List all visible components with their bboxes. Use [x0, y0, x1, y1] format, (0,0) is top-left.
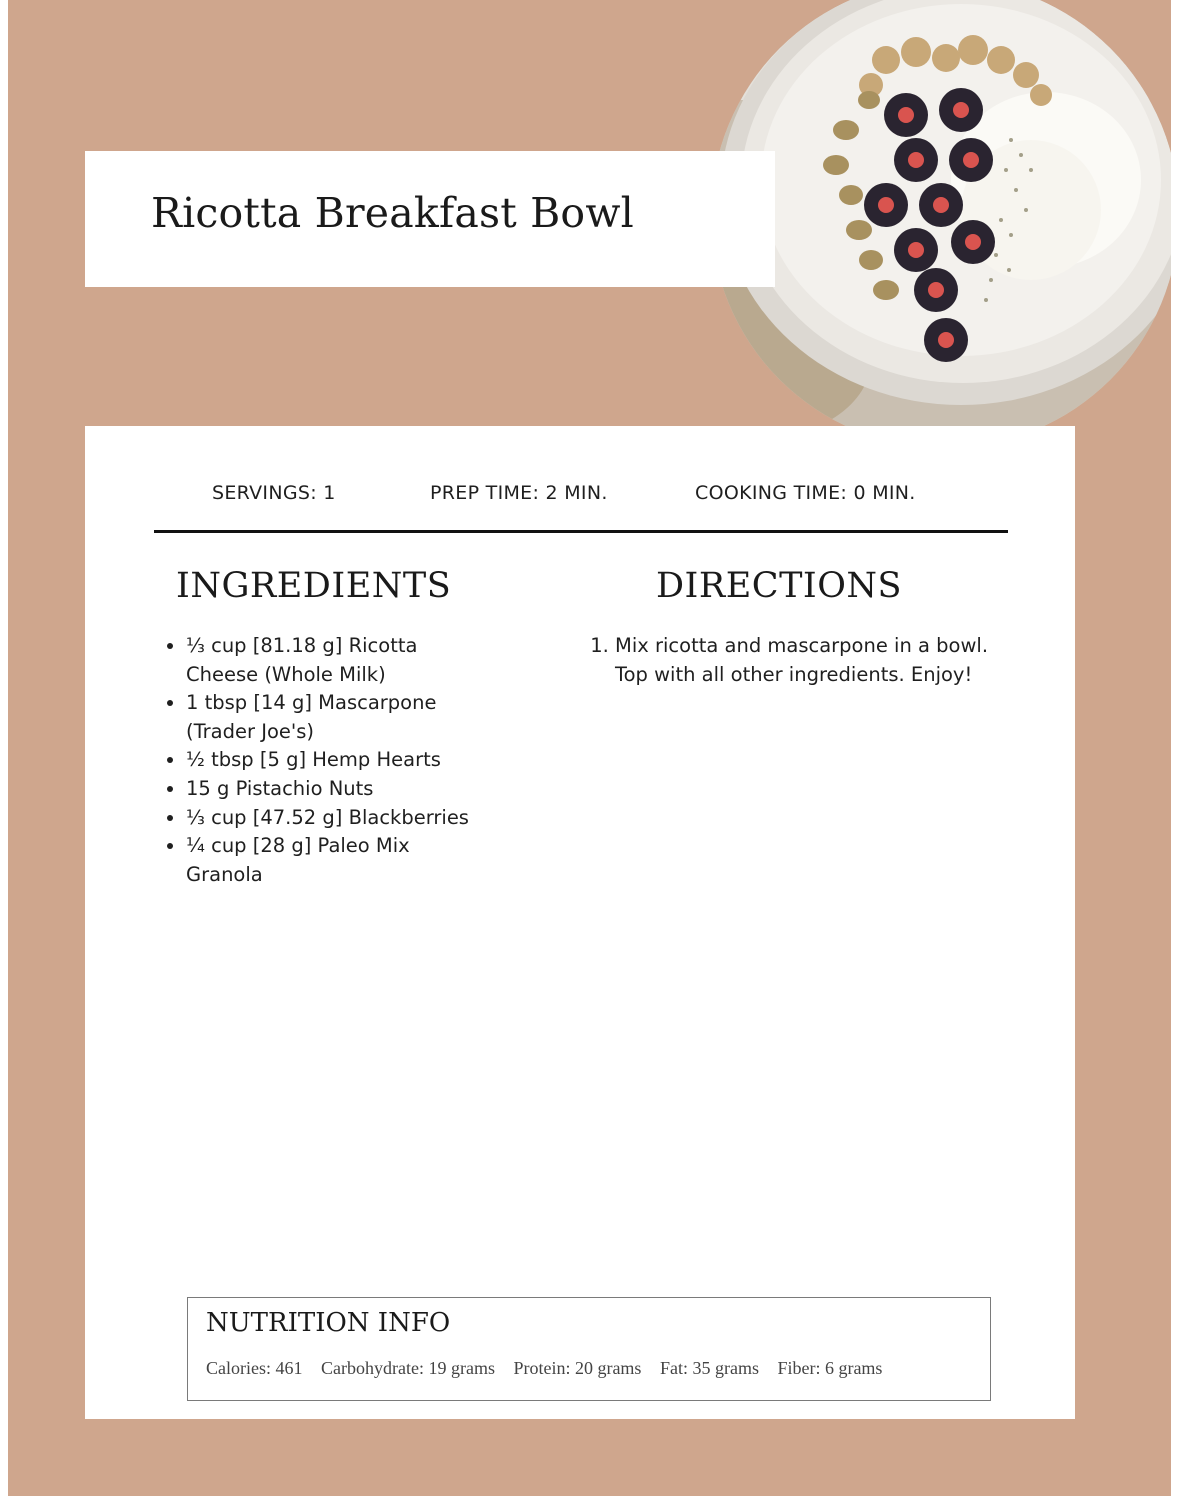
carbohydrate-value: Carbohydrate: 19 grams: [321, 1358, 495, 1378]
nutrition-box: [187, 1297, 991, 1401]
recipe-page: [8, 0, 1171, 1496]
directions-list: [591, 632, 1015, 689]
ingredient-item: • ½ tbsp [5 g] Hemp Hearts: [186, 746, 486, 775]
ingredient-item: • ⅓ cup [47.52 g] Blackberries: [186, 804, 486, 833]
ingredient-item: • ⅓ cup [81.18 g] Ricotta Cheese (Whole Milk): [186, 632, 486, 689]
fiber-value: Fiber: 6 grams: [777, 1358, 883, 1378]
recipe-card: [85, 426, 1075, 1419]
fat-value: Fat: 35 grams: [659, 1358, 759, 1378]
divider: [154, 530, 1008, 533]
ingredients-list: [162, 632, 486, 889]
calories-value: Calories: 461: [206, 1358, 303, 1378]
servings-label: SERVINGS: 1: [212, 482, 336, 504]
cooking-time-label: COOKING TIME: 0 MIN.: [695, 482, 916, 504]
ingredient-item: • 1 tbsp [14 g] Mascarpone (Trader Joe's): [186, 689, 486, 746]
ingredient-item: • 15 g Pistachio Nuts: [186, 775, 486, 804]
recipe-title: Ricotta Breakfast Bowl: [151, 189, 634, 237]
nutrition-heading: NUTRITION INFO: [206, 1308, 451, 1338]
direction-step: 1. Mix ricotta and mascarpone in a bowl. Top with all other ingredients. Enjoy!: [615, 632, 1015, 689]
nutrition-facts: [206, 1358, 896, 1379]
prep-time-label: PREP TIME: 2 MIN.: [430, 482, 608, 504]
title-banner: [85, 151, 775, 287]
protein-value: Protein: 20 grams: [513, 1358, 642, 1378]
ingredients-heading: INGREDIENTS: [176, 566, 452, 606]
ricotta-bowl-photo: [711, 0, 1171, 448]
directions-heading: DIRECTIONS: [656, 566, 903, 606]
ingredient-item: • ¼ cup [28 g] Paleo Mix Granola: [186, 832, 486, 889]
